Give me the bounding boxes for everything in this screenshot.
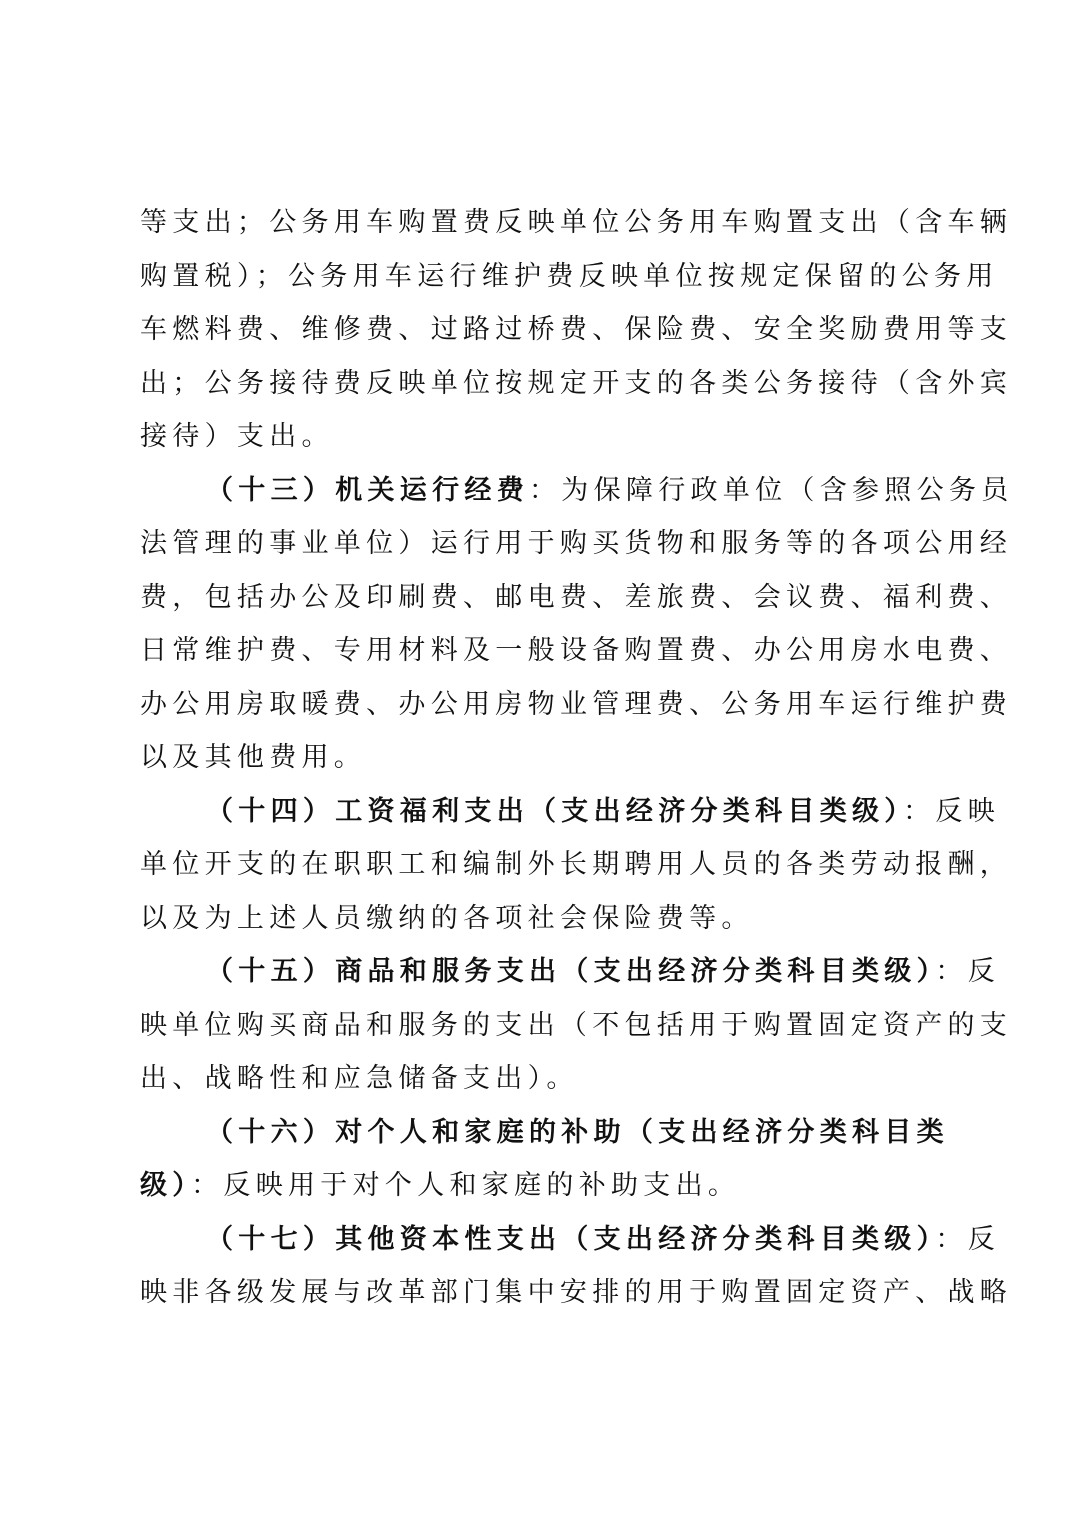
text-line bbox=[140, 357, 1013, 411]
text-line bbox=[140, 517, 1013, 571]
text-line bbox=[140, 838, 1013, 892]
line-text: 单位开支的在职职工和编制外长期聘用人员的各类劳动报酬， bbox=[140, 849, 1013, 880]
section-heading: （十三）机关运行经费 bbox=[206, 474, 529, 506]
text-line bbox=[140, 410, 940, 464]
text-line bbox=[140, 571, 1013, 625]
line-text: 等支出；公务用车购置费反映单位公务用车购置支出（含车辆 bbox=[140, 207, 1013, 238]
line-text: 以及其他费用。 bbox=[140, 742, 367, 773]
text-line bbox=[140, 678, 1013, 732]
section-heading: （十五）商品和服务支出（支出经济分类科目类级） bbox=[206, 956, 936, 987]
line-text: 映单位购买商品和服务的支出（不包括用于购置固定资产的支 bbox=[140, 1009, 1013, 1041]
line-text: 车燃料费、维修费、过路过桥费、保险费、安全奖励费用等支 bbox=[140, 314, 1013, 345]
document-body bbox=[140, 196, 1014, 1320]
line-text: 办公用房取暖费、办公用房物业管理费、公务用车运行维护费 bbox=[140, 688, 1013, 720]
section-heading-line bbox=[140, 1213, 1001, 1267]
line-text: ：反 bbox=[935, 956, 1001, 987]
section-heading-line bbox=[140, 785, 1001, 839]
line-text: 映非各级发展与改革部门集中安排的用于购置固定资产、战略 bbox=[140, 1277, 1013, 1308]
line-text: 接待）支出。 bbox=[140, 421, 334, 452]
text-line bbox=[140, 1052, 940, 1106]
text-line bbox=[140, 999, 1013, 1053]
line-text: 费，包括办公及印刷费、邮电费、差旅费、会议费、福利费、 bbox=[140, 581, 1013, 613]
section-heading: （十四）工资福利支出（支出经济分类科目类级） bbox=[206, 795, 904, 827]
text-line bbox=[140, 731, 940, 785]
line-text: 以及为上述人员缴纳的各项社会保险费等。 bbox=[140, 902, 754, 934]
text-line bbox=[140, 1266, 1013, 1320]
line-text: 出；公务接待费反映单位按规定开支的各类公务接待（含外宾 bbox=[140, 367, 1013, 399]
text-line bbox=[140, 196, 1013, 250]
line-text: ：反映用于对个人和家庭的补助支出。 bbox=[191, 1170, 741, 1201]
section-heading: （十七）其他资本性支出（支出经济分类科目类级） bbox=[206, 1223, 936, 1255]
text-line bbox=[140, 1159, 940, 1213]
line-text: ：为保障行政单位（含参照公务员 bbox=[529, 474, 1014, 506]
text-line bbox=[140, 303, 1013, 357]
line-text: ：反映 bbox=[903, 795, 1001, 827]
text-line bbox=[140, 624, 1013, 678]
line-text: 出、战略性和应急储备支出）。 bbox=[140, 1063, 579, 1094]
line-text: 购置税）；公务用车运行维护费反映单位按规定保留的公务用 bbox=[140, 260, 999, 292]
section-heading-line bbox=[140, 945, 1001, 999]
text-line bbox=[140, 250, 999, 304]
line-text: 法管理的事业单位）运行用于购买货物和服务等的各项公用经 bbox=[140, 528, 1013, 559]
section-heading-line bbox=[140, 464, 1014, 518]
section-heading: 级） bbox=[140, 1170, 192, 1201]
line-text: ：反 bbox=[935, 1223, 1001, 1255]
section-heading: （十六）对个人和家庭的补助（支出经济分类科目类 bbox=[206, 1116, 949, 1148]
section-heading-line bbox=[140, 1106, 949, 1160]
line-text: 日常维护费、专用材料及一般设备购置费、办公用房水电费、 bbox=[140, 635, 1013, 666]
text-line bbox=[140, 892, 940, 946]
